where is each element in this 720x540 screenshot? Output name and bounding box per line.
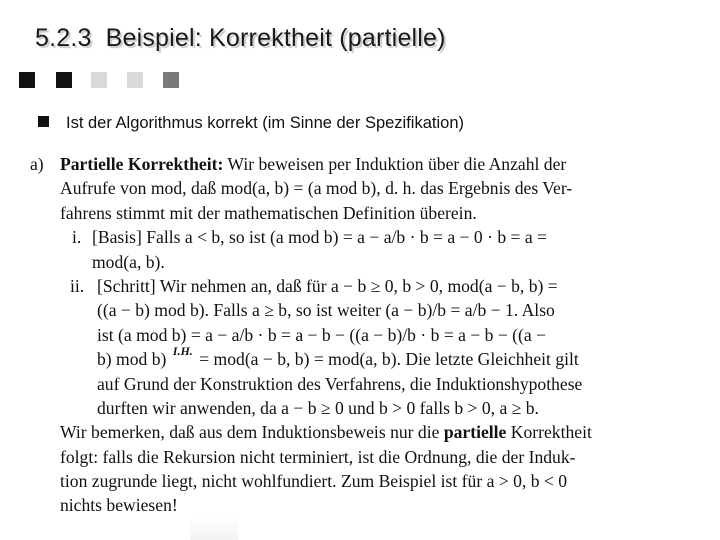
square-3 <box>91 72 107 88</box>
section-number: 5.2.3 <box>35 24 92 52</box>
proof-line-2: Aufrufe von mod, daß mod(a, b) = (a mod b), d. h. das Ergebnis des Ver- <box>60 178 573 199</box>
basis-line-1: [Basis] Falls a < b, so ist (a mod b) = a − a/b · b = a − 0 · b = a = <box>92 227 547 248</box>
remark-line-3: tion zugrunde liegt, nicht wohlfundiert. Zum Beispiel ist für a > 0, b < 0 <box>60 471 568 492</box>
item-label-ii: ii. <box>70 275 85 296</box>
square-bullet-icon <box>38 116 49 127</box>
induction-hypothesis-marker: I.H. <box>172 344 193 359</box>
proof-line <box>30 176 610 200</box>
square-1 <box>19 72 35 88</box>
item-label-i: i. <box>72 227 82 248</box>
step-line-4a: b) mod b) <box>97 349 167 370</box>
proof-line <box>30 323 610 347</box>
bullet-item <box>38 114 464 133</box>
proof-line <box>30 152 610 176</box>
basis-line-2: mod(a, b). <box>92 251 165 272</box>
proof-line <box>30 445 610 469</box>
scan-artifact <box>190 518 238 540</box>
square-5 <box>163 72 179 88</box>
proof-heading: Partielle Korrektheit: <box>60 154 224 174</box>
remark-line-4: nichts bewiesen! <box>60 495 178 516</box>
proof-line <box>30 250 610 274</box>
proof-line <box>30 298 610 322</box>
step-line-2: ((a − b) mod b). Falls a ≥ b, so ist weiter (a − b)/b = a/b − 1. Also <box>97 300 555 321</box>
slide-title <box>35 24 446 53</box>
proof-line <box>30 344 610 371</box>
item-label-a: a) <box>30 154 44 174</box>
proof-line <box>30 274 610 298</box>
proof-line <box>30 372 610 396</box>
step-line-1: [Schritt] Wir nehmen an, daß für a − b ≥ 0, b > 0, mod(a − b, b) = <box>97 275 558 296</box>
square-2 <box>56 72 72 88</box>
scanned-proof-text <box>30 152 610 518</box>
proof-line-1: Wir beweisen per Induktion über die Anzahl der <box>227 154 567 174</box>
step-line-6: durften wir anwenden, da a − b ≥ 0 und b > 0 falls b > 0, a ≥ b. <box>97 397 539 418</box>
proof-line <box>30 201 610 225</box>
step-line-3: ist (a mod b) = a − a/b · b = a − b − ((a − b)/b · b = a − b − ((a − <box>97 324 547 345</box>
square-4 <box>127 72 143 88</box>
proof-line <box>30 420 610 444</box>
bullet-text: Ist der Algorithmus korrekt (im Sinne der Spezifikation) <box>66 114 464 132</box>
step-line-5: auf Grund der Konstruktion des Verfahrens, die Induktionshypothese <box>97 373 583 394</box>
proof-line <box>30 493 610 517</box>
proof-line-3: fahrens stimmt mit der mathematischen Definition überein. <box>60 202 477 223</box>
title-text: Beispiel: Korrektheit (partielle) <box>105 24 446 52</box>
remark-line-2: folgt: falls die Rekursion nicht terminiert, ist die Ordnung, die der Induk- <box>60 446 576 467</box>
proof-line <box>30 396 610 420</box>
step-line-4b: = mod(a − b, b) = mod(a, b). Die letzte Gleichheit gilt <box>199 349 579 370</box>
proof-line <box>30 469 610 493</box>
remark-bold-word: partielle <box>443 422 507 443</box>
remark-line-1b: Korrektheit <box>510 422 592 443</box>
remark-line-1a: Wir bemerken, daß aus dem Induktionsbeweis nur die <box>60 422 440 443</box>
proof-line <box>30 225 610 249</box>
